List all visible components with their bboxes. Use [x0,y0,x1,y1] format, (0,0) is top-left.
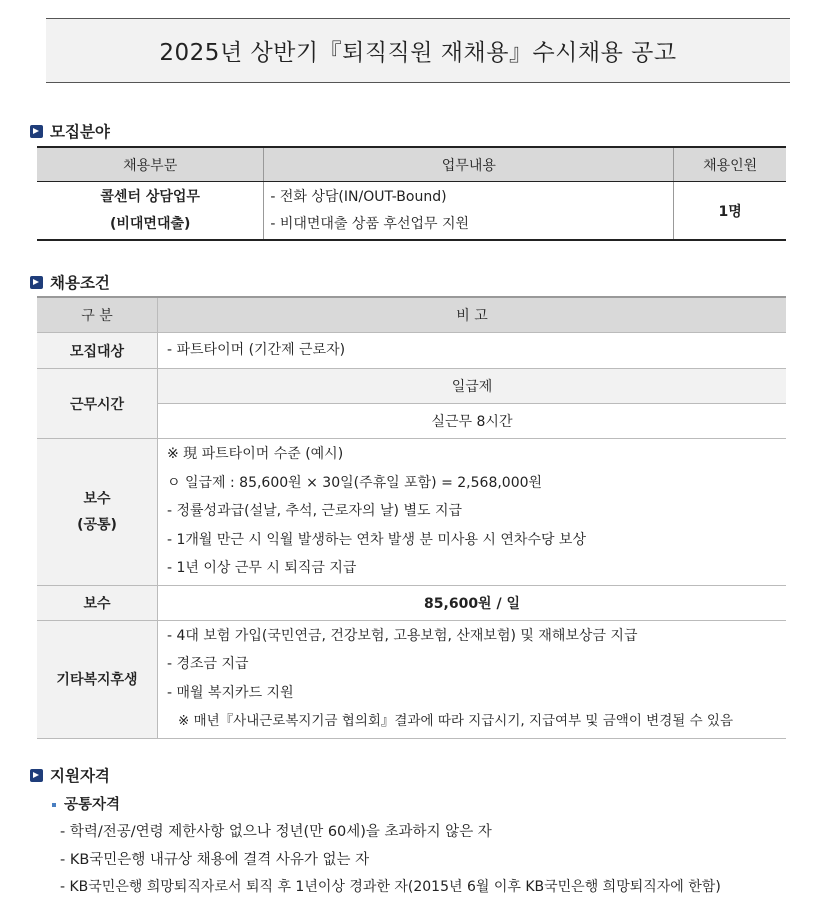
arrow-right-icon [30,769,43,782]
qualification-item: - 학력/전공/연령 제한사항 없으나 정년(만 60세)을 초과하지 않은 자 [60,824,492,840]
table-header-row [37,147,786,182]
pay-label: 보수 [37,585,158,620]
dept-cell [37,182,264,241]
pay-common-line: - 1개월 만근 시 익월 발생하는 연차 발생 분 미사용 시 연차수당 보상 [167,531,586,548]
table-row [37,620,786,738]
hours-label: 근무시간 [37,369,158,439]
pay-common-line: - 정률성과급(설날, 추석, 근로자의 날) 별도 지급 [167,503,463,519]
pay-common-line: ㅇ 일급제 : 85,600원 × 30일(주휴일 포함) = 2,568,000원 [167,474,543,491]
welfare-label: 기타복지후생 [37,620,158,738]
qualification-item: - KB국민은행 내규상 채용에 결격 사유가 없는 자 [60,852,370,868]
table-row [37,333,786,369]
pay-common-value [158,439,787,586]
header-remarks: 비 고 [158,297,787,333]
section-recruit-label: 모집분야 [50,123,110,141]
arrow-right-icon [30,276,43,289]
pay-common-label-line2: (공통) [77,516,117,533]
section-qualifications-heading [30,764,110,786]
page-title: 2025년 상반기『퇴직직원 재채용』수시채용 공고 [46,18,790,83]
pay-value: 85,600원 / 일 [158,585,787,620]
dept-line1: 콜센터 상담업무 [100,188,200,205]
table-header-row [37,297,786,333]
target-label: 모집대상 [37,333,158,369]
pay-common-line: - 1년 이상 근무 시 퇴직금 지급 [167,560,357,576]
section-recruit-heading [30,120,110,142]
table-row [37,369,786,404]
count-cell: 1명 [674,182,786,241]
duty-item: - 비대면대출 상품 후선업무 지원 [270,215,470,232]
header-count: 채용인원 [674,147,786,182]
table-row [37,182,786,241]
hours-sub: 일급제 [158,369,787,404]
conditions-table [37,296,786,739]
pay-common-label [37,439,158,586]
dept-line2: (비대면대출) [109,215,191,232]
pay-common-label-line1: 보수 [83,490,111,507]
qualifications-subtitle-text: 공통자격 [64,797,121,813]
header-duties: 업무내용 [264,147,674,182]
welfare-line: - 매월 복지카드 지원 [167,684,294,701]
header-category: 구 분 [37,297,158,333]
target-value [158,333,787,369]
duty-item: - 전화 상담(IN/OUT-Bound) [270,188,447,205]
welfare-line: - 경조금 지급 [167,656,249,672]
hours-value: 실근무 8시간 [158,404,787,439]
recruit-table [37,146,786,241]
welfare-value [158,620,787,738]
section-conditions-heading [30,271,110,293]
square-bullet-icon [52,803,56,807]
section-conditions-label: 채용조건 [50,274,110,292]
table-row [37,439,786,586]
welfare-note: ※ 매년『사내근로복지기금 협의회』결과에 따라 지급시기, 지급여부 및 금액이 변경될 수 있음 [178,713,733,729]
qualification-item: - KB국민은행 희망퇴직자로서 퇴직 후 1년이상 경과한 자(2015년 6월 이후 KB국민은행 희망퇴직자에 한함) [60,879,721,895]
header-dept: 채용부문 [37,147,264,182]
qualifications-subtitle [52,793,120,814]
duties-cell [264,182,674,241]
arrow-right-icon [30,125,43,138]
welfare-line: - 4대 보험 가입(국민연금, 건강보험, 고용보험, 산재보험) 및 재해보상금 지급 [167,627,638,644]
section-qualifications-label: 지원자격 [50,767,110,785]
target-value-text: - 파트타이머 (기간제 근로자) [167,342,346,359]
pay-common-line: ※ 現 파트타이머 수준 (예시) [167,446,344,462]
table-row [37,585,786,620]
